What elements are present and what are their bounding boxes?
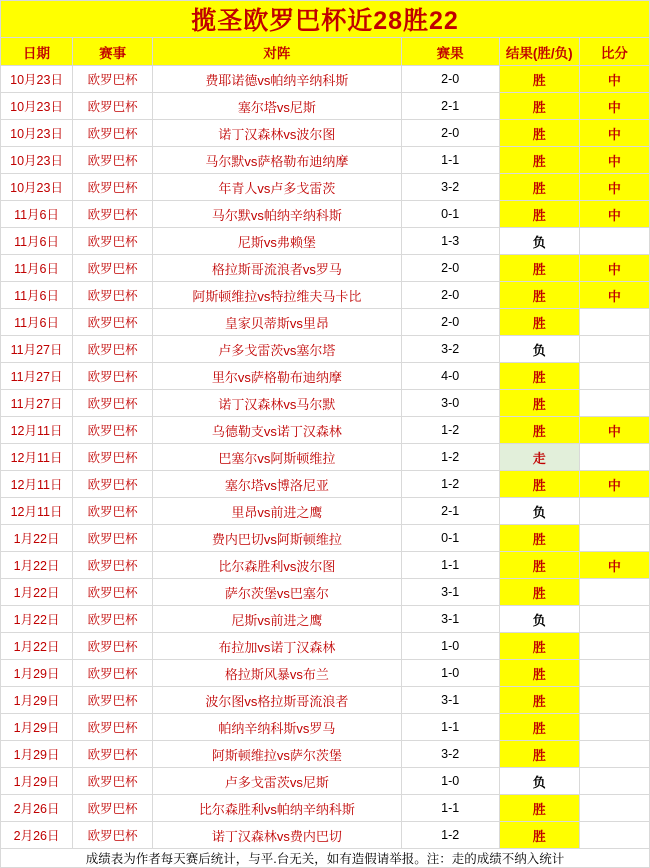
cell-match: 巴塞尔vs阿斯顿维拉 <box>153 444 401 471</box>
cell-league: 欧罗巴杯 <box>73 606 153 633</box>
cell-ratio <box>579 606 649 633</box>
table-row <box>1 714 650 741</box>
cell-score: 2-0 <box>401 309 499 336</box>
cell-date: 11月6日 <box>1 282 73 309</box>
cell-ratio: 中 <box>579 201 649 228</box>
table-row <box>1 309 650 336</box>
cell-score: 3-1 <box>401 579 499 606</box>
cell-result: 负 <box>499 768 579 795</box>
cell-league: 欧罗巴杯 <box>73 822 153 849</box>
cell-league: 欧罗巴杯 <box>73 201 153 228</box>
footer-note: 成绩表为作者每天赛后统计，与平.台无关，如有造假请举报。注：走的成绩不纳入统计 <box>85 852 565 866</box>
cell-score: 2-1 <box>401 498 499 525</box>
cell-league: 欧罗巴杯 <box>73 552 153 579</box>
table-row <box>1 525 650 552</box>
column-header-result: 结果(胜/负) <box>499 38 579 66</box>
cell-match: 乌德勒支vs诺丁汉森林 <box>153 417 401 444</box>
table-row <box>1 768 650 795</box>
table-row <box>1 120 650 147</box>
cell-league: 欧罗巴杯 <box>73 228 153 255</box>
cell-league: 欧罗巴杯 <box>73 309 153 336</box>
cell-match: 塞尔塔vs博洛尼亚 <box>153 471 401 498</box>
table-row <box>1 822 650 849</box>
cell-ratio <box>579 336 649 363</box>
table-row <box>1 444 650 471</box>
cell-ratio: 中 <box>579 120 649 147</box>
cell-score: 1-2 <box>401 471 499 498</box>
cell-result: 胜 <box>499 174 579 201</box>
cell-result: 胜 <box>499 363 579 390</box>
cell-date: 1月22日 <box>1 633 73 660</box>
cell-result: 胜 <box>499 282 579 309</box>
table-row <box>1 282 650 309</box>
cell-ratio: 中 <box>579 93 649 120</box>
table-row <box>1 255 650 282</box>
cell-league: 欧罗巴杯 <box>73 525 153 552</box>
cell-ratio: 中 <box>579 282 649 309</box>
cell-league: 欧罗巴杯 <box>73 714 153 741</box>
cell-score: 0-1 <box>401 525 499 552</box>
cell-score: 1-1 <box>401 795 499 822</box>
cell-date: 1月29日 <box>1 687 73 714</box>
cell-match: 萨尔茨堡vs巴塞尔 <box>153 579 401 606</box>
cell-match: 格拉斯风暴vs布兰 <box>153 660 401 687</box>
table-row <box>1 741 650 768</box>
cell-result: 胜 <box>499 660 579 687</box>
cell-match: 格拉斯哥流浪者vs罗马 <box>153 255 401 282</box>
cell-score: 3-2 <box>401 741 499 768</box>
cell-date: 1月22日 <box>1 525 73 552</box>
table-row <box>1 363 650 390</box>
column-header-score: 赛果 <box>401 38 499 66</box>
table-row <box>1 93 650 120</box>
cell-result: 胜 <box>499 525 579 552</box>
table-row <box>1 66 650 93</box>
cell-score: 1-1 <box>401 714 499 741</box>
cell-league: 欧罗巴杯 <box>73 336 153 363</box>
cell-league: 欧罗巴杯 <box>73 795 153 822</box>
table-row <box>1 660 650 687</box>
cell-ratio: 中 <box>579 147 649 174</box>
cell-ratio <box>579 822 649 849</box>
cell-result: 胜 <box>499 147 579 174</box>
cell-score: 1-2 <box>401 417 499 444</box>
column-header-date: 日期 <box>1 38 73 66</box>
cell-date: 11月6日 <box>1 228 73 255</box>
cell-date: 1月29日 <box>1 741 73 768</box>
cell-match: 费耶诺德vs帕纳辛纳科斯 <box>153 66 401 93</box>
cell-result: 胜 <box>499 633 579 660</box>
cell-ratio <box>579 633 649 660</box>
cell-league: 欧罗巴杯 <box>73 66 153 93</box>
column-header-league: 赛事 <box>73 38 153 66</box>
cell-score: 2-0 <box>401 255 499 282</box>
cell-league: 欧罗巴杯 <box>73 444 153 471</box>
cell-league: 欧罗巴杯 <box>73 660 153 687</box>
table-header <box>1 38 650 66</box>
cell-date: 11月27日 <box>1 363 73 390</box>
cell-result: 胜 <box>499 552 579 579</box>
table-row <box>1 390 650 417</box>
cell-match: 尼斯vs前进之鹰 <box>153 606 401 633</box>
cell-league: 欧罗巴杯 <box>73 120 153 147</box>
cell-match: 阿斯顿维拉vs特拉维夫马卡比 <box>153 282 401 309</box>
cell-date: 12月11日 <box>1 471 73 498</box>
cell-score: 2-0 <box>401 282 499 309</box>
cell-score: 3-2 <box>401 174 499 201</box>
cell-date: 11月6日 <box>1 201 73 228</box>
cell-date: 2月26日 <box>1 822 73 849</box>
cell-league: 欧罗巴杯 <box>73 417 153 444</box>
cell-league: 欧罗巴杯 <box>73 174 153 201</box>
cell-date: 10月23日 <box>1 66 73 93</box>
cell-date: 1月29日 <box>1 714 73 741</box>
cell-ratio <box>579 741 649 768</box>
cell-score: 2-0 <box>401 66 499 93</box>
cell-score: 3-1 <box>401 687 499 714</box>
cell-score: 4-0 <box>401 363 499 390</box>
column-header-ratio: 比分 <box>579 38 649 66</box>
cell-match: 阿斯顿维拉vs萨尔茨堡 <box>153 741 401 768</box>
cell-ratio <box>579 498 649 525</box>
cell-match: 帕纳辛纳科斯vs罗马 <box>153 714 401 741</box>
cell-result: 胜 <box>499 93 579 120</box>
cell-league: 欧罗巴杯 <box>73 633 153 660</box>
cell-ratio <box>579 579 649 606</box>
cell-date: 1月22日 <box>1 606 73 633</box>
cell-league: 欧罗巴杯 <box>73 147 153 174</box>
cell-result: 胜 <box>499 417 579 444</box>
table-row <box>1 174 650 201</box>
table-row <box>1 633 650 660</box>
table-row <box>1 498 650 525</box>
cell-league: 欧罗巴杯 <box>73 471 153 498</box>
cell-league: 欧罗巴杯 <box>73 498 153 525</box>
cell-league: 欧罗巴杯 <box>73 741 153 768</box>
cell-result: 胜 <box>499 309 579 336</box>
cell-ratio: 中 <box>579 66 649 93</box>
cell-ratio <box>579 795 649 822</box>
cell-result: 负 <box>499 336 579 363</box>
table-body <box>1 66 650 849</box>
cell-ratio <box>579 768 649 795</box>
cell-date: 10月23日 <box>1 93 73 120</box>
cell-match: 马尔默vs萨格勒布迪纳摩 <box>153 147 401 174</box>
cell-date: 1月22日 <box>1 552 73 579</box>
cell-date: 11月6日 <box>1 309 73 336</box>
table-row <box>1 606 650 633</box>
cell-match: 里昂vs前进之鹰 <box>153 498 401 525</box>
cell-score: 3-0 <box>401 390 499 417</box>
cell-league: 欧罗巴杯 <box>73 687 153 714</box>
cell-result: 胜 <box>499 66 579 93</box>
cell-result: 胜 <box>499 741 579 768</box>
cell-score: 1-1 <box>401 552 499 579</box>
cell-match: 诺丁汉森林vs波尔图 <box>153 120 401 147</box>
cell-ratio <box>579 525 649 552</box>
cell-date: 11月27日 <box>1 336 73 363</box>
results-table <box>0 37 650 849</box>
cell-score: 1-1 <box>401 147 499 174</box>
cell-date: 1月22日 <box>1 579 73 606</box>
cell-date: 1月29日 <box>1 660 73 687</box>
cell-result: 胜 <box>499 471 579 498</box>
cell-score: 1-3 <box>401 228 499 255</box>
cell-date: 1月29日 <box>1 768 73 795</box>
cell-score: 2-1 <box>401 93 499 120</box>
cell-result: 胜 <box>499 714 579 741</box>
table-row <box>1 417 650 444</box>
cell-result: 负 <box>499 498 579 525</box>
table-row <box>1 228 650 255</box>
cell-match: 里尔vs萨格勒布迪纳摩 <box>153 363 401 390</box>
cell-ratio <box>579 687 649 714</box>
cell-ratio: 中 <box>579 552 649 579</box>
cell-match: 皇家贝蒂斯vs里昂 <box>153 309 401 336</box>
cell-result: 胜 <box>499 687 579 714</box>
table-row <box>1 579 650 606</box>
table-row <box>1 336 650 363</box>
cell-date: 12月11日 <box>1 444 73 471</box>
cell-match: 费内巴切vs阿斯顿维拉 <box>153 525 401 552</box>
cell-score: 2-0 <box>401 120 499 147</box>
cell-date: 12月11日 <box>1 498 73 525</box>
cell-score: 0-1 <box>401 201 499 228</box>
cell-match: 比尔森胜利vs波尔图 <box>153 552 401 579</box>
cell-result: 胜 <box>499 201 579 228</box>
cell-ratio <box>579 714 649 741</box>
cell-ratio <box>579 444 649 471</box>
cell-date: 10月23日 <box>1 147 73 174</box>
cell-match: 卢多戈雷茨vs尼斯 <box>153 768 401 795</box>
cell-result: 走 <box>499 444 579 471</box>
cell-result: 胜 <box>499 255 579 282</box>
cell-score: 1-2 <box>401 822 499 849</box>
cell-league: 欧罗巴杯 <box>73 255 153 282</box>
table-row <box>1 471 650 498</box>
cell-match: 诺丁汉森林vs马尔默 <box>153 390 401 417</box>
cell-match: 卢多戈雷茨vs塞尔塔 <box>153 336 401 363</box>
cell-league: 欧罗巴杯 <box>73 93 153 120</box>
table-row <box>1 552 650 579</box>
table-row <box>1 201 650 228</box>
cell-score: 3-1 <box>401 606 499 633</box>
cell-score: 3-2 <box>401 336 499 363</box>
cell-score: 1-0 <box>401 768 499 795</box>
cell-score: 1-2 <box>401 444 499 471</box>
cell-score: 1-0 <box>401 660 499 687</box>
cell-match: 年青人vs卢多戈雷茨 <box>153 174 401 201</box>
cell-match: 马尔默vs帕纳辛纳科斯 <box>153 201 401 228</box>
cell-date: 12月11日 <box>1 417 73 444</box>
page-title: 揽圣欧罗巴杯近28胜22 <box>191 7 459 35</box>
cell-ratio: 中 <box>579 174 649 201</box>
cell-result: 负 <box>499 228 579 255</box>
cell-league: 欧罗巴杯 <box>73 579 153 606</box>
cell-date: 10月23日 <box>1 174 73 201</box>
cell-result: 胜 <box>499 390 579 417</box>
cell-match: 尼斯vs弗赖堡 <box>153 228 401 255</box>
cell-match: 布拉加vs诺丁汉森林 <box>153 633 401 660</box>
cell-league: 欧罗巴杯 <box>73 768 153 795</box>
cell-ratio <box>579 363 649 390</box>
cell-ratio <box>579 309 649 336</box>
page-title-bar <box>0 0 650 37</box>
cell-result: 负 <box>499 606 579 633</box>
cell-ratio <box>579 390 649 417</box>
cell-result: 胜 <box>499 822 579 849</box>
cell-date: 11月6日 <box>1 255 73 282</box>
cell-ratio: 中 <box>579 471 649 498</box>
table-row <box>1 687 650 714</box>
cell-match: 比尔森胜利vs帕纳辛纳科斯 <box>153 795 401 822</box>
cell-result: 胜 <box>499 795 579 822</box>
cell-ratio: 中 <box>579 255 649 282</box>
table-row <box>1 795 650 822</box>
footer-note-bar <box>0 849 650 868</box>
cell-match: 波尔图vs格拉斯哥流浪者 <box>153 687 401 714</box>
column-header-match: 对阵 <box>153 38 401 66</box>
table-header-row <box>1 38 650 66</box>
cell-league: 欧罗巴杯 <box>73 282 153 309</box>
cell-ratio: 中 <box>579 417 649 444</box>
table-row <box>1 147 650 174</box>
cell-ratio <box>579 228 649 255</box>
cell-match: 塞尔塔vs尼斯 <box>153 93 401 120</box>
cell-match: 诺丁汉森林vs费内巴切 <box>153 822 401 849</box>
cell-league: 欧罗巴杯 <box>73 363 153 390</box>
cell-date: 10月23日 <box>1 120 73 147</box>
cell-result: 胜 <box>499 120 579 147</box>
cell-ratio <box>579 660 649 687</box>
cell-result: 胜 <box>499 579 579 606</box>
cell-league: 欧罗巴杯 <box>73 390 153 417</box>
cell-date: 11月27日 <box>1 390 73 417</box>
cell-score: 1-0 <box>401 633 499 660</box>
cell-date: 2月26日 <box>1 795 73 822</box>
